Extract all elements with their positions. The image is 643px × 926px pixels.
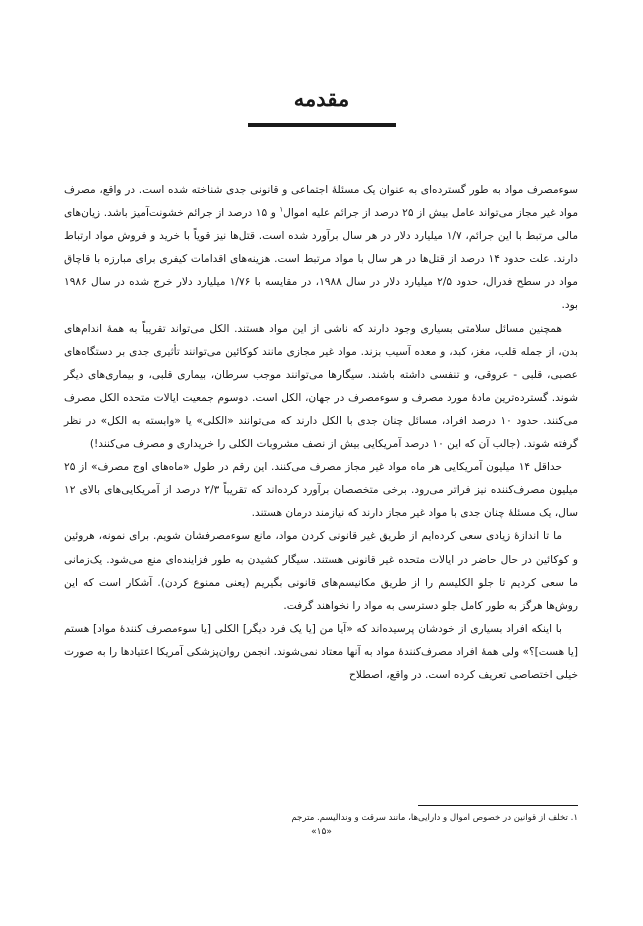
footnote: ۱. تخلف از قوانین در خصوص اموال و دارایی‌ها، مانند سرقت و وندالیسم. مترجم bbox=[291, 813, 578, 823]
page-number: «۱۵» bbox=[311, 827, 332, 837]
page-title: مقدمه bbox=[293, 86, 350, 111]
paragraph: همچنین مسائل سلامتی بسیاری وجود دارند که ناشی از این مواد هستند. الکل می‌تواند تقریباً به همهٔ اندام‌های بدن، از جمله قلب، مغز، کبد، و معده آسیب بزند. مواد غیر مجازی مانند کوکائین می‌توانند تأثیری جدی بر دستگاه‌های عصبی، قلبی - عروقی، و تنفسی داشته باشند. سیگارها می‌توانند موجب سرطان، بیماری قلبی، و بیماری‌های دیگر شوند. گسترده‌ترین مادهٔ مورد مصرف و سوء‌مصرف در جهان، الکل است. دوسوم جمعیت ایالات متحده الکل مصرف می‌کنند. حدود ۱۰ درصد افراد، مسائل چنان جدی با الکل دارند که می‌توانند «الکلی» یا «وابسته به الکل» در نظر گرفته شوند. (جالب آن که این ۱۰ درصد آمریکایی بیش از نصف مشروبات الکلی را خریداری و مصرف می‌کنند!) bbox=[64, 322, 578, 451]
paragraph: با اینکه افراد بسیاری از خودشان پرسیده‌اند که «آیا من [یا یک فرد دیگر] الکلی [یا سوء‌مصرف کنندهٔ مواد] هستم [یا هست]؟» ولی همهٔ افراد مصرف‌کنندهٔ مواد به آنها معتاد نمی‌شوند. انجمن روان‌پزشکی آمریکا اعتیادها را به صورت خیلی اختصاصی تعریف کرده است. در واقع، اصطلاح bbox=[64, 622, 578, 681]
footnote-marker: ۱ bbox=[279, 205, 284, 214]
paragraph: حداقل ۱۴ میلیون آمریکایی هر ماه مواد غیر مجاز مصرف می‌کنند. این رقم در طول «ماه‌های اوج مصرف» از ۲۵ میلیون مصرف‌کننده نیز فراتر می‌رود. برخی متخصصان برآورد کرده‌اند که تقریباً ۲/۳ درصد از آمریکایی‌های بالای ۱۲ سال، یک مسئلۀ چنان جدی با مواد غیر مجاز دارند که نیازمند درمان هستند. bbox=[64, 461, 579, 520]
paragraph-text: و ۱۵ درصد از جرائم خشونت‌آمیز باشد. زیان‌های مالی مرتبط با این جرائم، ۱/۷ میلیارد دلار در هر سال برآورد شده است. قتل‌ها نیز قویاً با خرید و فروش مواد ارتباط دارند. علت حدود ۱۴ درصد از قتل‌ها در هر سال با مواد مرتبط است. هزینه‌های اقدامات کیفری برای مبارزه با قاچاق مواد در سطح فدرال، حدود ۲/۵ میلیارد دلار در سال ۱۹۸۸، در مقایسه با ۱/۷۶ میلیارد دلار خرج شده در سال ۱۹۸۶ بود. bbox=[64, 207, 579, 312]
paragraph: ما تا اندازهٔ زیادی سعی کرده‌ایم از طریق غیر قانونی کردن مواد، مانع سوء‌مصرفشان شویم. برای نمونه، هروئین و کوکائین در حال حاضر در ایالات متحده غیر قانونی هستند. سیگار کشیدن به طور فزاینده‌ای منع می‌شود. یک‌زمانی ما سعی کردیم تا جلو الکلیسم را از طریق مکانیسم‌های قانونی بگیریم (یعنی ممنوع کردن). آشکار است که این روش‌ها هرگز به طور کامل جلو دسترسی به مواد را نخواهند گرفت. bbox=[64, 530, 578, 612]
paragraph bbox=[64, 179, 578, 318]
footnote-separator bbox=[418, 805, 578, 806]
paragraph-text: سوء‌مصرف مواد به طور گسترده‌ای به عنوان یک مسئلۀ اجتماعی و قانونی جدی شناخته شده است. در واقع، مصرف مواد غیر مجاز می‌تواند عامل بیش از ۲۵ درصد از جرائم علیه اموال bbox=[64, 184, 579, 220]
body-text bbox=[64, 179, 578, 687]
title-underline bbox=[248, 123, 396, 127]
